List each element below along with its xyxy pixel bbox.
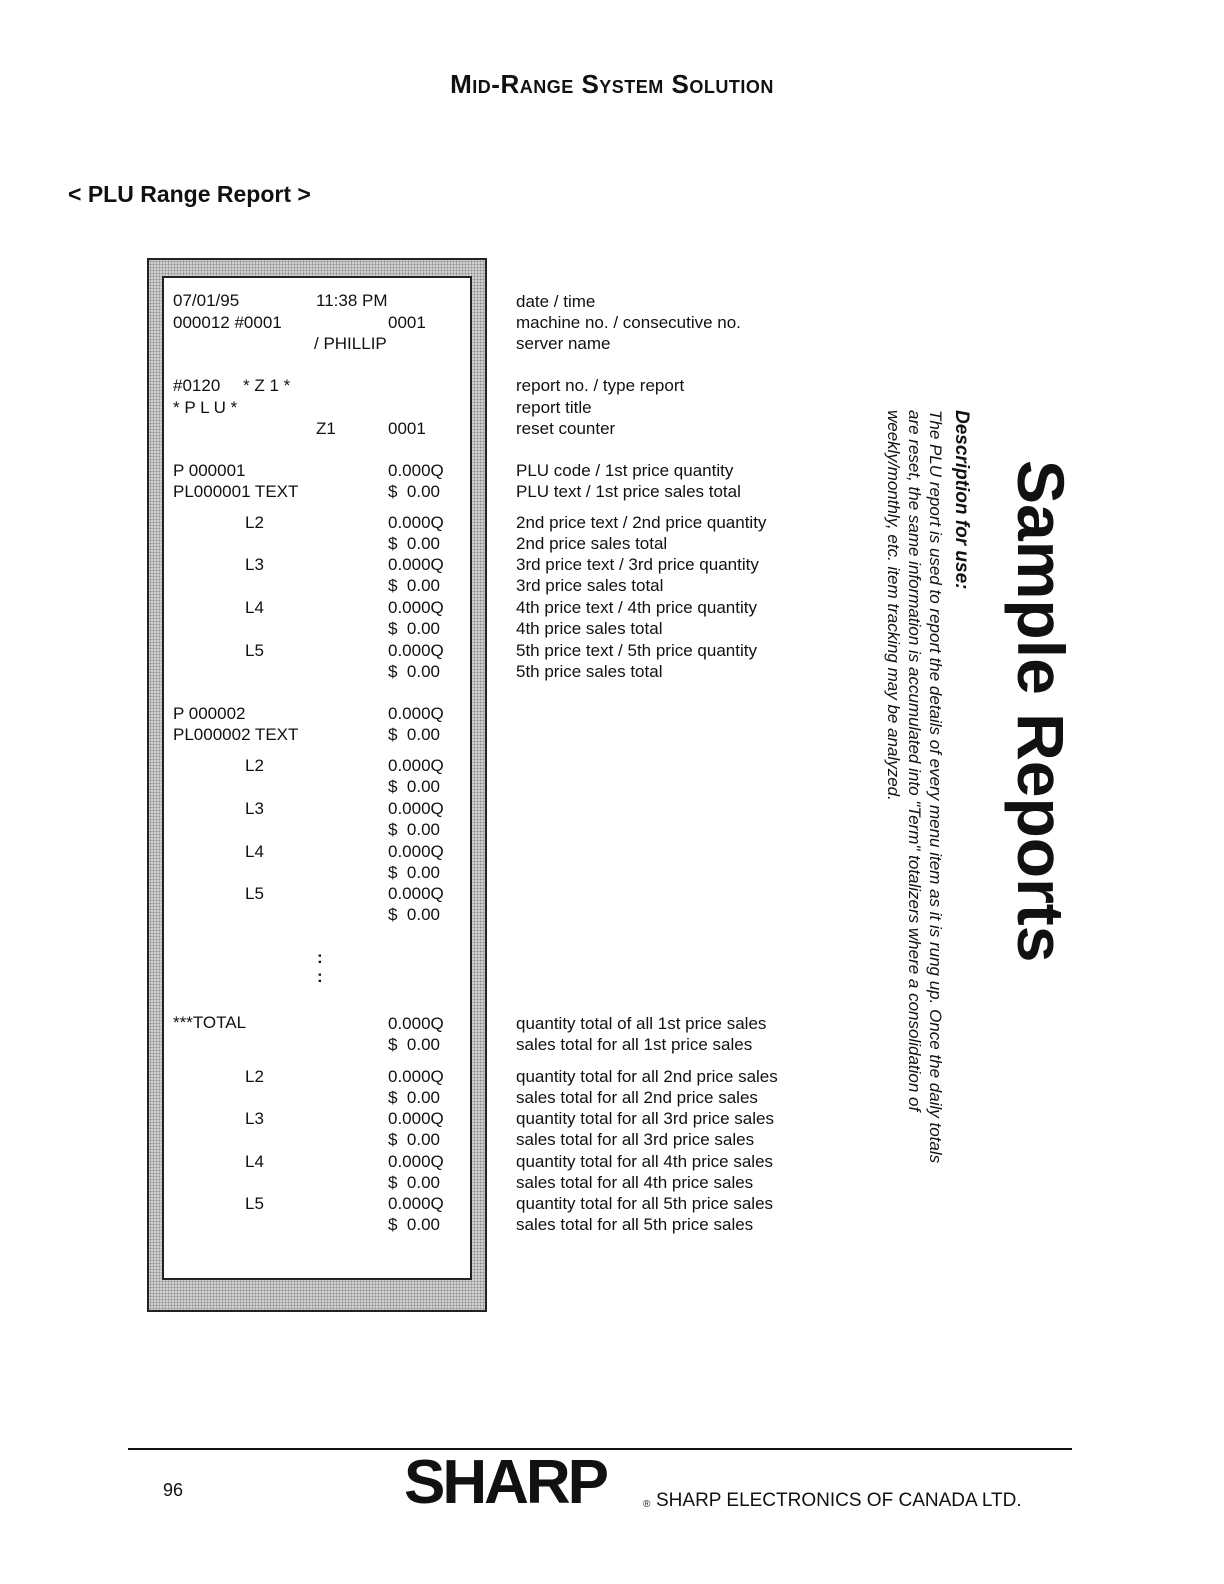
desc-plu-text: PLU text / 1st price sales total	[516, 482, 741, 501]
desc-t3-sales: sales total for all 3rd price sales	[516, 1130, 755, 1149]
desc-p4-total: 4th price sales total	[516, 619, 663, 638]
desc-t5-sales: sales total for all 5th price sales	[516, 1215, 754, 1234]
plu2-qty: 0.000Q	[388, 704, 444, 723]
plu2-l3-amount: $ 0.00	[388, 820, 440, 839]
plu2-l4-amount: $ 0.00	[388, 863, 440, 882]
desc-t3-qty: quantity total for all 3rd price sales	[516, 1109, 774, 1128]
plu2-l2-amount: $ 0.00	[388, 777, 440, 796]
plu1-text: PL000001 TEXT	[173, 482, 299, 501]
plu1-l2-qty: 0.000Q	[388, 513, 444, 532]
total-l3-qty: 0.000Q	[388, 1109, 444, 1128]
receipt-report-title: * P L U *	[173, 398, 238, 417]
desc-t2-qty: quantity total for all 2nd price sales	[516, 1067, 778, 1086]
plu1-l4-amount: $ 0.00	[388, 619, 440, 638]
plu1-code: P 000001	[173, 461, 246, 480]
plu2-l3-qty: 0.000Q	[388, 799, 444, 818]
total-qty: 0.000Q	[388, 1014, 444, 1033]
page-number: 96	[163, 1480, 184, 1500]
receipt-time: 11:38 PM	[316, 291, 388, 310]
desc-p3-total: 3rd price sales total	[516, 576, 664, 595]
description-heading: Description for use:	[951, 410, 972, 590]
plu2-text: PL000002 TEXT	[173, 725, 299, 744]
desc-t5-qty: quantity total for all 5th price sales	[516, 1194, 774, 1213]
total-l4-qty: 0.000Q	[388, 1152, 444, 1171]
continuation-dot: :	[317, 948, 323, 967]
plu1-l5-label: L5	[245, 641, 264, 660]
receipt-reset-counter: 0001	[388, 419, 426, 438]
total-l2-amount: $ 0.00	[388, 1088, 440, 1107]
desc-t1-sales: sales total for all 1st price sales	[516, 1035, 753, 1054]
desc-p2-qty: 2nd price text / 2nd price quantity	[516, 513, 767, 532]
plu2-l4-label: L4	[245, 842, 264, 861]
receipt-report-type: * Z 1 *	[243, 376, 291, 395]
page-title: Mid-Range System Solution	[450, 69, 774, 99]
plu2-l3-label: L3	[245, 799, 264, 818]
desc-p3-qty: 3rd price text / 3rd price quantity	[516, 555, 759, 574]
company-name: SHARP ELECTRONICS OF CANADA LTD.	[656, 1490, 1022, 1511]
receipt-report-no: #0120	[173, 376, 221, 395]
total-l4-label: L4	[245, 1152, 264, 1171]
desc-server: server name	[516, 334, 611, 353]
sidebar-title: Sample Reports	[1004, 460, 1078, 963]
desc-plu-code: PLU code / 1st price quantity	[516, 461, 734, 480]
plu1-l5-qty: 0.000Q	[388, 641, 444, 660]
plu1-qty: 0.000Q	[388, 461, 444, 480]
total-label: ***TOTAL	[173, 1013, 247, 1032]
plu2-code: P 000002	[173, 704, 246, 723]
total-l3-amount: $ 0.00	[388, 1130, 440, 1149]
receipt-date: 07/01/95	[173, 291, 240, 310]
desc-t1-qty: quantity total of all 1st price sales	[516, 1014, 767, 1033]
total-amount: $ 0.00	[388, 1035, 440, 1054]
plu2-l5-amount: $ 0.00	[388, 905, 440, 924]
plu1-amount: $ 0.00	[388, 482, 440, 501]
receipt-server: / PHILLIP	[314, 334, 387, 353]
plu1-l3-label: L3	[245, 555, 264, 574]
receipt-consecutive: 0001	[388, 313, 426, 332]
plu2-l2-label: L2	[245, 756, 264, 775]
desc-report-no: report no. / type report	[516, 376, 685, 395]
desc-reset: reset counter	[516, 419, 616, 438]
total-l4-amount: $ 0.00	[388, 1173, 440, 1192]
desc-date-time: date / time	[516, 292, 596, 311]
plu1-l2-label: L2	[245, 513, 264, 532]
desc-p5-qty: 5th price text / 5th price quantity	[516, 641, 757, 660]
receipt-machine: 000012 #0001	[173, 313, 282, 332]
desc-t4-qty: quantity total for all 4th price sales	[516, 1152, 774, 1171]
desc-t4-sales: sales total for all 4th price sales	[516, 1173, 754, 1192]
receipt-reset-label: Z1	[316, 419, 336, 438]
plu2-amount: $ 0.00	[388, 725, 440, 744]
registered-mark: ®	[643, 1499, 651, 1510]
desc-p5-total: 5th price sales total	[516, 662, 663, 681]
desc-machine: machine no. / consecutive no.	[516, 313, 741, 332]
description-text: The PLU report is used to report the details of every menu item as it is rung up. Once the daily totals are reset, the same information is accumulated into "Term" totalizers where a consolidation of weekly/monthly, etc. item tracking may be analyzed.	[884, 410, 945, 1164]
sidebar-vertical	[880, 410, 1080, 1230]
desc-p2-total: 2nd price sales total	[516, 534, 668, 553]
plu2-l2-qty: 0.000Q	[388, 756, 444, 775]
plu1-l3-amount: $ 0.00	[388, 576, 440, 595]
plu1-l5-amount: $ 0.00	[388, 662, 440, 681]
desc-report-title: report title	[516, 398, 592, 417]
total-l5-amount: $ 0.00	[388, 1215, 440, 1234]
plu2-l5-label: L5	[245, 884, 264, 903]
total-l5-label: L5	[245, 1194, 264, 1213]
section-title: < PLU Range Report >	[68, 181, 311, 207]
plu1-l2-amount: $ 0.00	[388, 534, 440, 553]
plu1-l4-label: L4	[245, 598, 264, 617]
plu1-l3-qty: 0.000Q	[388, 555, 444, 574]
total-l2-qty: 0.000Q	[388, 1067, 444, 1086]
desc-p4-qty: 4th price text / 4th price quantity	[516, 598, 757, 617]
continuation-dot: :	[317, 967, 323, 986]
total-l3-label: L3	[245, 1109, 264, 1128]
total-l2-label: L2	[245, 1067, 264, 1086]
total-l5-qty: 0.000Q	[388, 1194, 444, 1213]
plu2-l4-qty: 0.000Q	[388, 842, 444, 861]
plu2-l5-qty: 0.000Q	[388, 884, 444, 903]
desc-t2-sales: sales total for all 2nd price sales	[516, 1088, 758, 1107]
plu1-l4-qty: 0.000Q	[388, 598, 444, 617]
sharp-logo: SHARP	[404, 1448, 607, 1517]
